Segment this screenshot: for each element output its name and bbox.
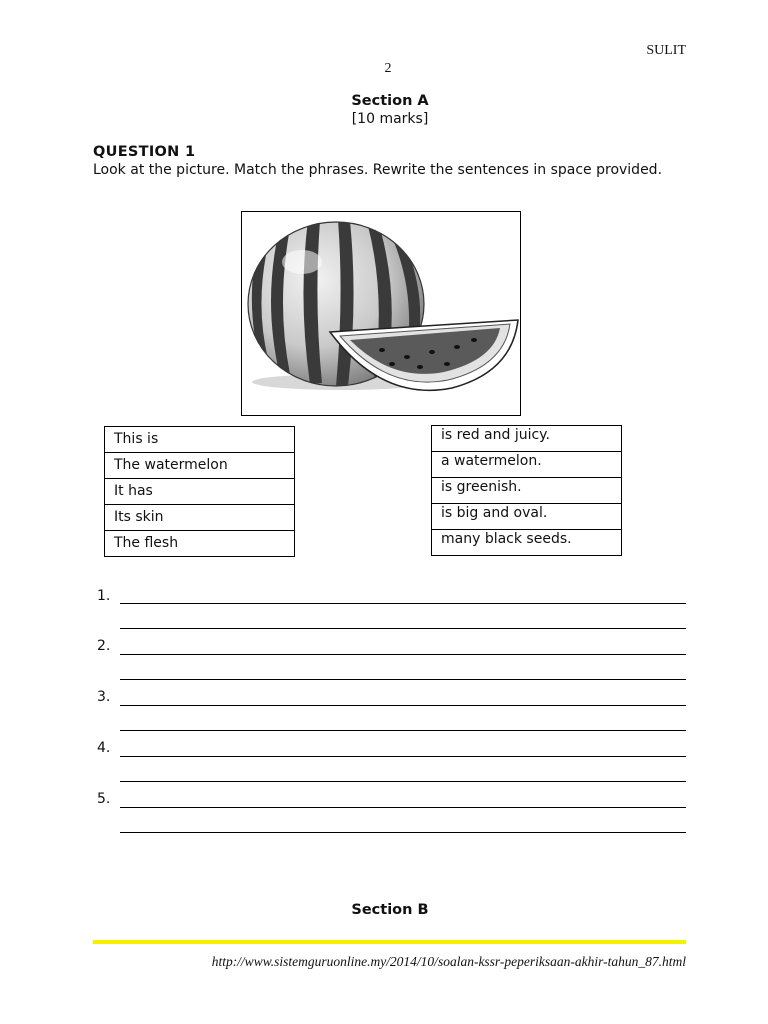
- left-phrases-table: [104, 426, 295, 557]
- answer-number: 1.: [97, 588, 111, 604]
- section-a-title: Section A: [351, 93, 429, 109]
- footer-url[interactable]: http://www.sistemguruonline.my/2014/10/soalan-kssr-peperiksaan-akhir-tahun_87.html: [211, 954, 686, 969]
- left-phrase-cell: It has: [105, 479, 295, 505]
- watermelon-illustration: [242, 212, 520, 415]
- left-phrase-cell: The watermelon: [105, 453, 295, 479]
- left-phrase-cell: The flesh: [105, 531, 295, 557]
- section-a-marks: [10 marks]: [351, 111, 429, 127]
- answer-line[interactable]: [120, 807, 686, 808]
- answer-line[interactable]: [120, 603, 686, 604]
- answer-line[interactable]: [120, 628, 686, 629]
- right-phrase-cell: many black seeds.: [432, 530, 622, 556]
- answer-number: 5.: [97, 791, 111, 807]
- answer-line[interactable]: [120, 679, 686, 680]
- left-phrase-cell: This is: [105, 427, 295, 453]
- footer-highlight-bar: [93, 940, 686, 944]
- answer-number: 4.: [97, 740, 111, 756]
- right-phrases-table: [431, 425, 622, 556]
- answer-number: 2.: [97, 638, 111, 654]
- right-phrase-cell: is red and juicy.: [432, 426, 622, 452]
- question-title: QUESTION 1: [93, 144, 196, 160]
- answer-line[interactable]: [120, 730, 686, 731]
- answer-line[interactable]: [120, 832, 686, 833]
- page-number: 2: [384, 61, 392, 76]
- left-phrase-cell: Its skin: [105, 505, 295, 531]
- watermelon-picture: [241, 211, 521, 416]
- question-instruction: Look at the picture. Match the phrases. Rewrite the sentences in space provided.: [93, 162, 663, 178]
- classification-label: SULIT: [646, 43, 686, 58]
- right-phrase-cell: is big and oval.: [432, 504, 622, 530]
- answer-line[interactable]: [120, 756, 686, 757]
- right-phrase-cell: is greenish.: [432, 478, 622, 504]
- answer-number: 3.: [97, 689, 111, 705]
- section-b-title: Section B: [351, 902, 429, 918]
- right-phrase-cell: a watermelon.: [432, 452, 622, 478]
- answer-line[interactable]: [120, 654, 686, 655]
- answer-line[interactable]: [120, 705, 686, 706]
- answer-line[interactable]: [120, 781, 686, 782]
